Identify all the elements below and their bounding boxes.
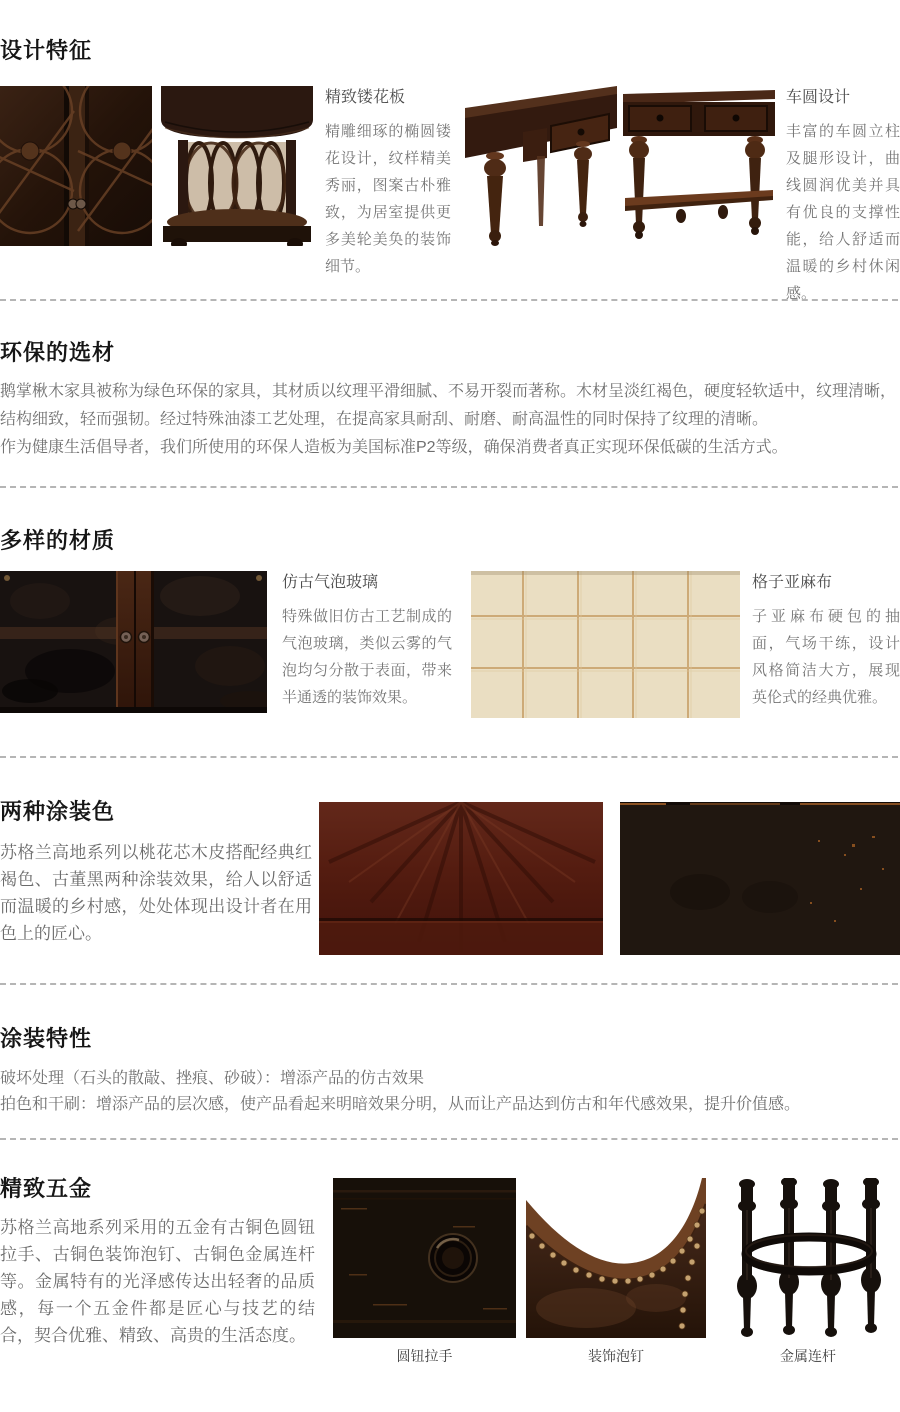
photo-desk-front-stretcher xyxy=(623,86,775,246)
photo-fretwork-cabinet-doors xyxy=(0,86,152,246)
design-features-row xyxy=(0,86,900,307)
materials-row xyxy=(0,571,900,718)
feature-title: 仿古气泡玻璃 xyxy=(282,574,379,591)
dashed-divider xyxy=(0,1138,898,1140)
finish-line: 破坏处理（石头的散敲、挫痕、砂破）：增添产品的仿古效果 xyxy=(0,1070,425,1087)
section-design-features xyxy=(0,38,900,307)
dashed-divider xyxy=(0,983,898,985)
hardware-row xyxy=(0,1176,900,1365)
photo-decorative-nailhead-trim xyxy=(526,1178,706,1338)
hardware-text xyxy=(0,1176,315,1349)
section-hardware-title: 精致五金 xyxy=(0,1176,93,1201)
feature-block-plaid-linen xyxy=(752,571,900,711)
hardware-figure-knob xyxy=(333,1178,516,1365)
feature-block-turned-design xyxy=(786,86,900,307)
hardware-body: 苏格兰高地系列采用的五金有古铜色圆钮拉手、古铜色装饰泡钉、古铜色金属连杆等。金属特有的光泽感传达出轻奢的品质感，每一个五金件都是匠心与技艺的结合，契合优雅、精致、高贵的生活态度。 xyxy=(0,1218,315,1345)
feature-body: 精雕细琢的椭圆镂花设计，纹样精美秀丽，图案古朴雅致，为居室提供更多美轮美奂的装饰细节。 xyxy=(325,123,451,275)
section-finish-traits xyxy=(0,1026,900,1118)
feature-block-carved-panel xyxy=(325,86,451,280)
section-eco-title: 环保的选材 xyxy=(0,340,116,365)
photo-round-knob-handle xyxy=(333,1178,516,1338)
photo-round-lattice-table xyxy=(161,86,313,246)
section-finish-title: 涂装特性 xyxy=(0,1026,93,1051)
photo-antique-black-wood-swatch xyxy=(620,802,900,955)
photo-desk-corner-turned-legs xyxy=(465,86,617,246)
hardware-figure-metal-ring xyxy=(727,1178,889,1365)
dashed-divider xyxy=(0,299,898,301)
section-paint-colors xyxy=(0,799,900,955)
dashed-divider xyxy=(0,486,898,488)
feature-body: 子亚麻布硬包的抽面，气场干练，设计风格简洁大方，展现英伦式的经典优雅。 xyxy=(752,608,900,706)
hardware-caption: 圆钮拉手 xyxy=(396,1348,453,1364)
feature-body: 丰富的车圆立柱及腿形设计，曲线圆润优美并具有优良的支撑性能，给人舒适而温暖的乡村休闲感。 xyxy=(786,123,900,302)
eco-paragraph: 作为健康生活倡导者，我们所使用的环保人造板为美国标准P2等级，确保消费者真正实现环保低碳的生活方式。 xyxy=(0,439,788,456)
photo-metal-footrest-ring-stool-legs xyxy=(727,1178,889,1338)
photo-red-brown-wood-swatch xyxy=(319,802,603,955)
section-eco-materials xyxy=(0,340,900,462)
hardware-caption: 金属连杆 xyxy=(780,1348,836,1364)
feature-block-bubble-glass xyxy=(282,571,452,711)
section-paint-title: 两种涂装色 xyxy=(0,799,116,824)
dashed-divider xyxy=(0,756,898,758)
paint-colors-body: 苏格兰高地系列以桃花芯木皮搭配经典红褐色、古董黑两种涂装效果，给人以舒适而温暖的乡村感，处处体现出设计者在用色上的匠心。 xyxy=(0,843,312,943)
finish-line: 拍色和干刷：增添产品的层次感，使产品看起来明暗效果分明，从而让产品达到仿古和年代感效果，提升价值感。 xyxy=(0,1096,801,1113)
hardware-figure-nailheads xyxy=(526,1178,706,1365)
feature-title: 车圆设计 xyxy=(786,89,851,106)
hardware-caption: 装饰泡钉 xyxy=(588,1348,644,1364)
photo-bubble-glass-doors xyxy=(0,571,267,713)
feature-title: 格子亚麻布 xyxy=(752,574,833,591)
feature-title: 精致镂花板 xyxy=(325,89,406,106)
section-hardware xyxy=(0,1176,900,1365)
eco-paragraph: 鹅掌楸木家具被称为绿色环保的家具，其材质以纹理平滑细腻、不易开裂而著称。木材呈淡红褐色，硬度轻软适中，纹理清晰，结构细致，轻而强韧。经过特殊油漆工艺处理，在提高家具耐刮、耐磨、耐高温性的同时保持了纹理的清晰。 xyxy=(0,383,897,428)
feature-body: 特殊做旧仿古工艺制成的气泡玻璃，类似云雾的气泡均匀分散于表面，带来半通透的装饰效果。 xyxy=(282,608,452,706)
section-design-title: 设计特征 xyxy=(0,38,93,63)
section-diverse-materials xyxy=(0,528,900,718)
paint-colors-text xyxy=(0,799,312,947)
paint-colors-row xyxy=(0,799,900,955)
photo-plaid-linen-fabric xyxy=(471,571,740,718)
section-materials-title: 多样的材质 xyxy=(0,528,116,553)
